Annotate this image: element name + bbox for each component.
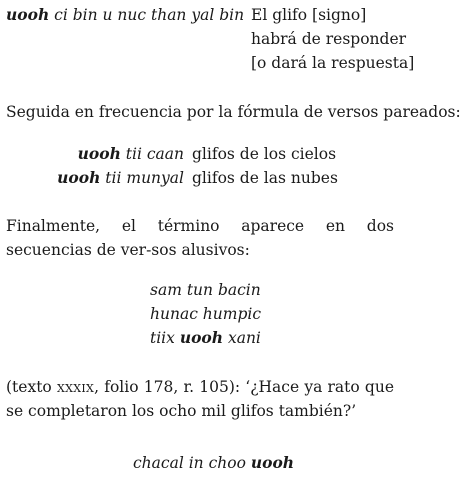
maya-text: tii caan [120,145,184,163]
paragraph-couplet-intro: Seguida en frecuencia por la fórmula de versos pareados: [6,103,461,121]
maya-term: uooh [250,453,295,472]
maya-term: uooh [57,168,101,187]
maya-text: ci bin u nuc than yal bin [49,6,245,24]
verse3-line: chacal in choo uooh [133,453,295,472]
couplet-maya-line-1 [78,142,184,166]
verse2-line-1: sam tun bacin [150,281,261,299]
verse1-maya-line [6,3,244,27]
maya-term: uooh [6,5,50,24]
paragraph-allusive-intro: Finalmente, el término aparece en dos secuencias de ver-sos alusivos: [6,217,394,259]
verse1-gloss-line-3: [o dará la respuesta] [251,54,415,72]
paragraph-text-reference: (texto xxxix, folio 178, r. 105): ‘¿Hace ya rato que se completaron los ocho mil glifos también?’ [6,378,395,420]
verse1-gloss-line-2: habrá de responder [251,30,407,48]
maya-text: tii munyal [100,169,184,187]
couplet-gloss-line-1: glifos de los cielos [192,145,337,163]
text-number: xxxix [56,378,95,396]
couplet-maya-line-2 [57,166,184,190]
verse2-line-2: hunac humpic [150,305,262,323]
verse2-line-3: tiix uooh xani [150,328,261,347]
couplet-gloss-line-2: glifos de las nubes [192,169,338,187]
maya-term: uooh [77,144,121,163]
verse1-gloss-line-1: El glifo [signo] [251,6,367,24]
maya-term: uooh [179,328,224,347]
